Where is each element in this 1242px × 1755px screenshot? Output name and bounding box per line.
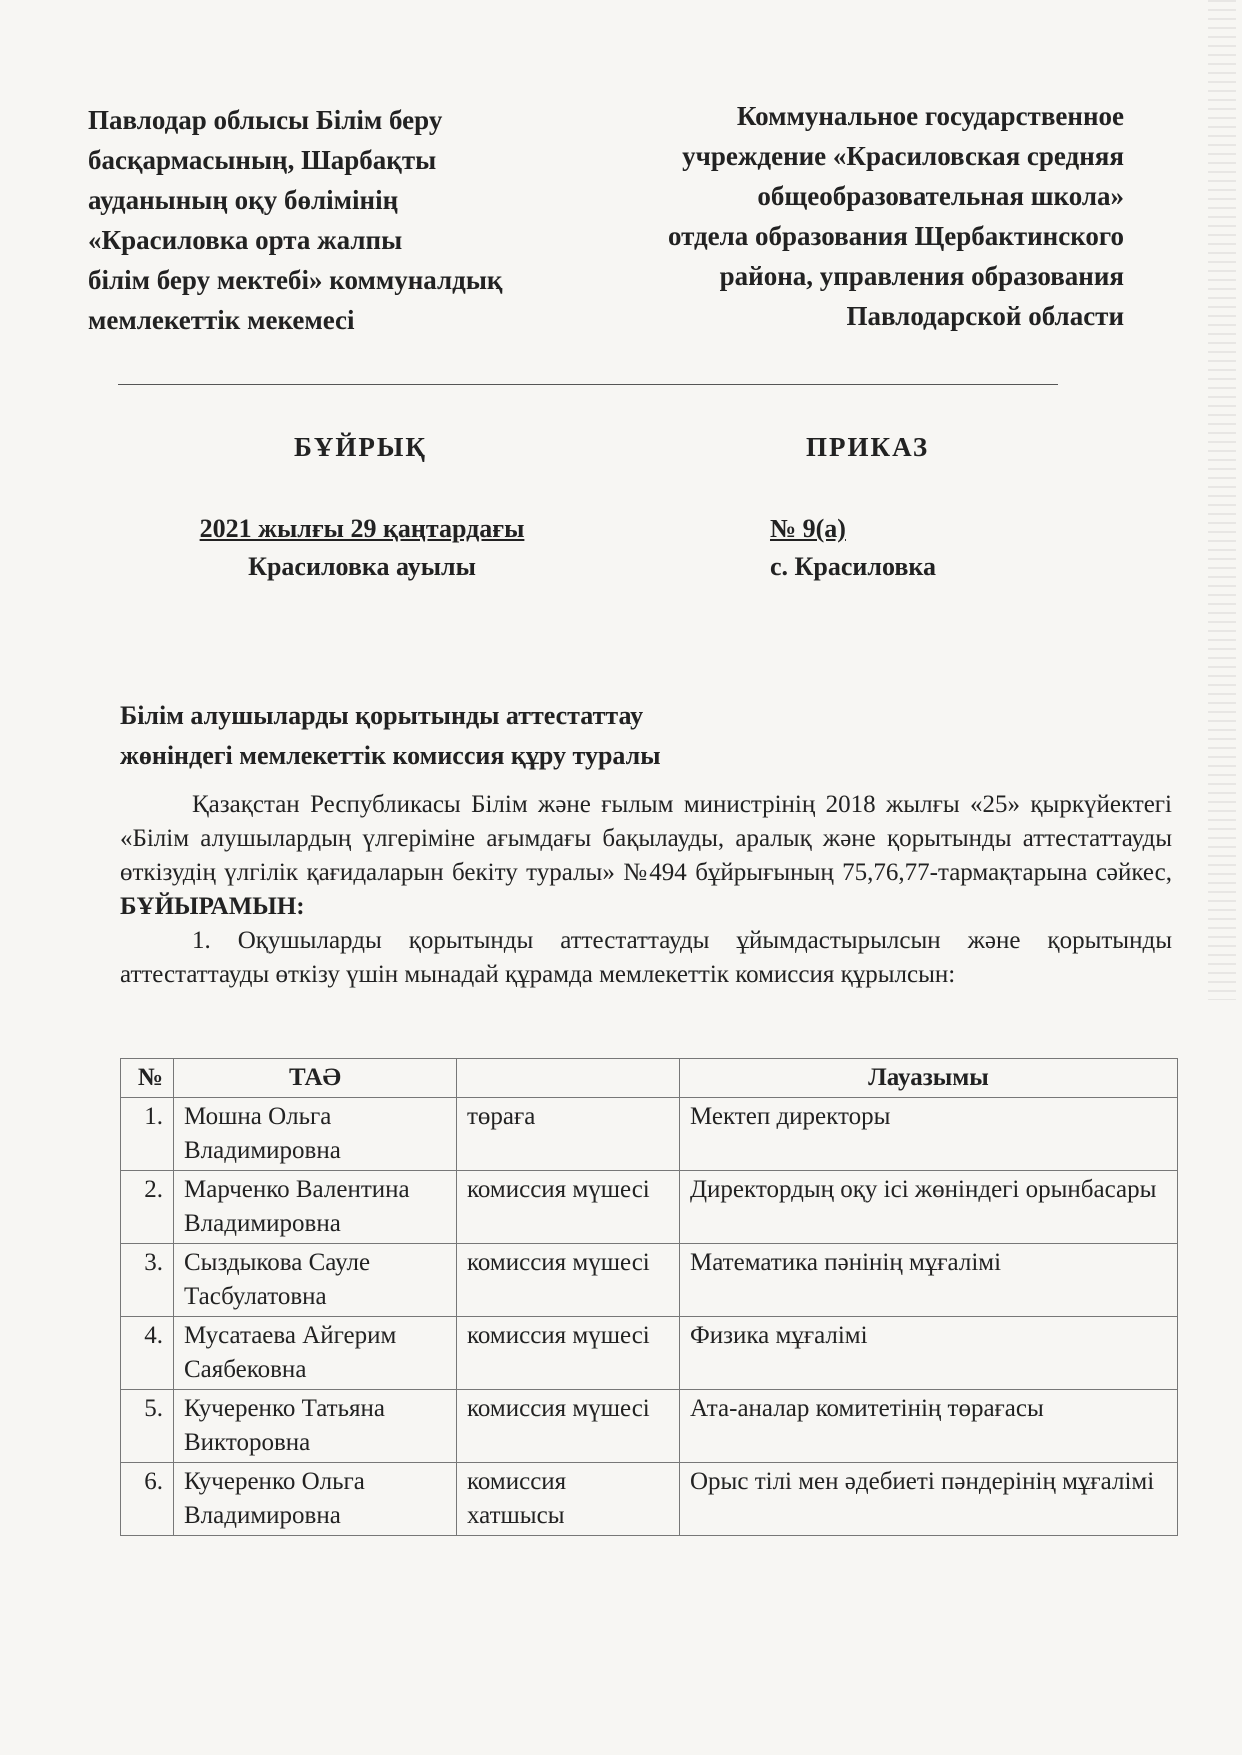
- col-header-number: №: [121, 1059, 174, 1098]
- order-number-block: [770, 510, 936, 586]
- col-header-position: Лауазымы: [680, 1059, 1178, 1098]
- table-row: [121, 1390, 1178, 1463]
- order-date-kz-block: [180, 510, 544, 586]
- header-ru-line: отдела образования Щербактинского: [667, 221, 1124, 251]
- body-paragraph-1-text: Қазақстан Республикасы Білім және ғылым министрінің 2018 жылғы «25» қыркүйектегі «Білім алушылардың үлгеріміне ағымдағы бақылауды, аралық және қорытынды аттестаттауды өткізудің үлгілік қағидаларын бекіту туралы» №494 бұйрығының 75,76,77-тармақтарына сәйкес,: [120, 791, 1172, 886]
- order-date-kz: 2021 жылғы 29 қаңтардағы: [199, 514, 525, 543]
- row-number: 1.: [121, 1098, 174, 1171]
- order-title-ru: ПРИКАЗ: [806, 432, 930, 462]
- row-number: 6.: [121, 1463, 174, 1536]
- row-number: 4.: [121, 1317, 174, 1390]
- table-header-row: [121, 1059, 1178, 1098]
- member-position: Директордың оқу ісі жөніндегі орынбасары: [680, 1171, 1178, 1244]
- subject-line: жөніндегі мемлекеттік комиссия құру туралы: [120, 741, 661, 770]
- member-name: Мусатаева Айгерим Саябековна: [174, 1317, 457, 1390]
- header-ru: [564, 96, 1124, 336]
- member-name: Сыздыкова Сауле Тасбулатовна: [174, 1244, 457, 1317]
- order-subject: [120, 696, 800, 776]
- order-number: № 9(а): [770, 514, 846, 543]
- order-directive: БҰЙЫРАМЫН:: [120, 893, 305, 920]
- order-title-kz: БҰЙРЫҚ: [294, 432, 427, 462]
- subject-line: Білім алушыларды қорытынды аттестаттау: [120, 701, 644, 730]
- member-position: Орыс тілі мен әдебиеті пәндерінің мұғалімі: [680, 1463, 1178, 1536]
- header-kz: [88, 100, 608, 340]
- header-kz-line: басқармасының, Шарбақты: [88, 145, 437, 175]
- member-position: Физика мұғалімі: [680, 1317, 1178, 1390]
- member-role: комиссия мүшесі: [457, 1390, 680, 1463]
- header-ru-line: учреждение «Красиловская средняя: [682, 141, 1124, 171]
- order-place-ru: с. Красиловка: [770, 552, 936, 581]
- member-position: Ата-аналар комитетінің төрағасы: [680, 1390, 1178, 1463]
- col-header-role: [457, 1059, 680, 1098]
- table-row: [121, 1098, 1178, 1171]
- member-role: комиссия мүшесі: [457, 1171, 680, 1244]
- header-ru-line: общеобразовательная школа»: [757, 181, 1124, 211]
- header-kz-line: Павлодар облысы Білім беру: [88, 105, 443, 135]
- member-role: комиссия хатшысы: [457, 1463, 680, 1536]
- member-role: комиссия мүшесі: [457, 1244, 680, 1317]
- row-number: 5.: [121, 1390, 174, 1463]
- header-ru-line: Павлодарской области: [846, 301, 1124, 331]
- row-number: 3.: [121, 1244, 174, 1317]
- member-name: Кучеренко Татьяна Викторовна: [174, 1390, 457, 1463]
- table-row: [121, 1244, 1178, 1317]
- member-role: комиссия мүшесі: [457, 1317, 680, 1390]
- header-kz-line: білім беру мектебі» коммуналдық: [88, 265, 503, 295]
- member-name: Марченко Валентина Владимировна: [174, 1171, 457, 1244]
- member-role: төраға: [457, 1098, 680, 1171]
- header-ru-line: Коммунальное государственное: [736, 101, 1124, 131]
- member-name: Мошна Ольга Владимировна: [174, 1098, 457, 1171]
- table-row: [121, 1171, 1178, 1244]
- member-name: Кучеренко Ольга Владимировна: [174, 1463, 457, 1536]
- body-paragraph-2: 1. Оқушыларды қорытынды аттестаттауды ұйымдастырылсын және қорытынды аттестаттауды өткізу үшін мынадай құрамда мемлекеттік комиссия құрылсын:: [120, 927, 1172, 988]
- table-row: [121, 1463, 1178, 1536]
- order-place-kz: Красиловка ауылы: [248, 552, 476, 581]
- order-body: [120, 788, 1172, 992]
- header-kz-line: ауданының оқу бөлімінің: [88, 185, 399, 215]
- member-position: Математика пәнінің мұғалімі: [680, 1244, 1178, 1317]
- col-header-name: ТАӘ: [174, 1059, 457, 1098]
- scan-artifact: [1208, 0, 1236, 1000]
- row-number: 2.: [121, 1171, 174, 1244]
- header-divider: [118, 384, 1058, 385]
- table-row: [121, 1317, 1178, 1390]
- member-position: Мектеп директоры: [680, 1098, 1178, 1171]
- header-ru-line: района, управления образования: [719, 261, 1124, 291]
- body-paragraph-1: [120, 788, 1172, 924]
- header-kz-line: мемлекеттік мекемесі: [88, 305, 355, 335]
- header-kz-line: «Красиловка орта жалпы: [88, 225, 403, 255]
- commission-table: [120, 1058, 1178, 1536]
